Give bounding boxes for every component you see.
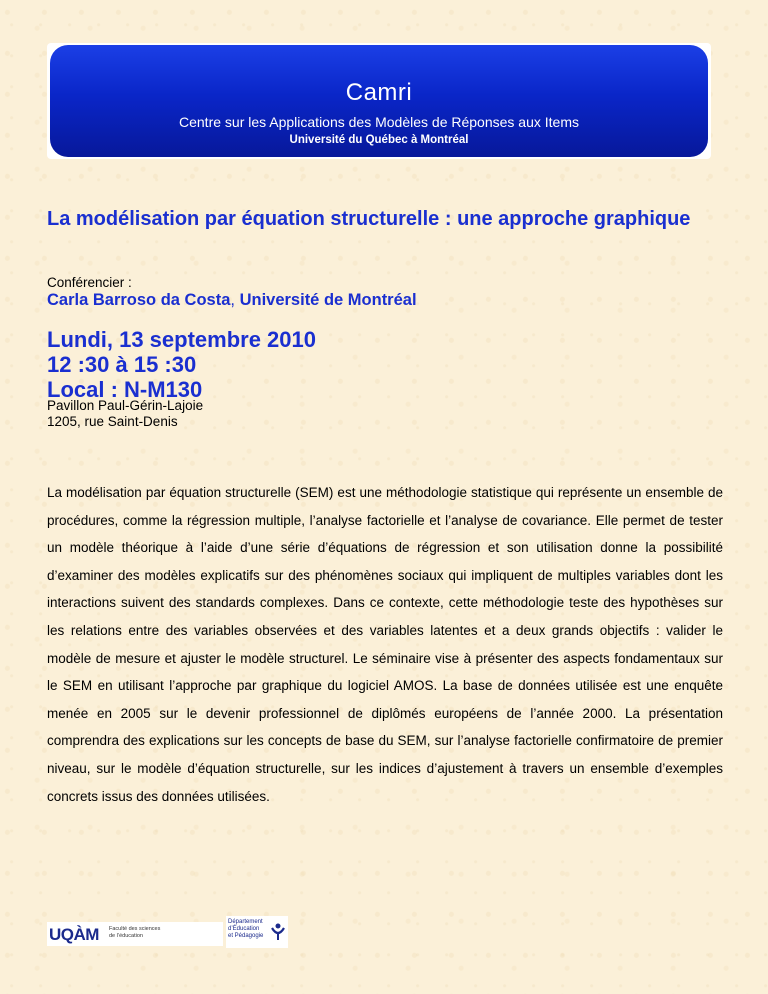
uqam-wordmark: UQÀM bbox=[49, 925, 99, 944]
speaker-affiliation: Université de Montréal bbox=[239, 291, 417, 309]
abstract-paragraph: La modélisation par équation structurelle (SEM) est une méthodologie statistique qui représente un ensemble de procédures, comme la régression multiple, l’analyse factorielle et l’analyse de covariance. Elle permet de tester un modèle théorique à l’aide d’une série d’équations de régression et son utilisation donne la possibilité d’examiner des modèles explicatifs sur des phénomènes sociaux qui impliquent de multiples variables dont les interactions suivent des standards complexes. Dans ce contexte, cette méthodologie teste des hypothèses sur les relations entre des variables observées et des variables latentes et a deux grands objectifs : valider le modèle de mesure et ajuster le modèle structurel. Le séminaire vise à présenter des aspects fondamentaux sur le SEM en utilisant l’approche par graphique du logiciel AMOS. La base de données utilisée est une enquête menée en 2005 sur le devenir professionnel de diplômés européens de l’année 2000. La présentation comprendra des explications sur les concepts de base du SEM, sur l’analyse factorielle confirmatoire de premier niveau, sur le modèle d’équation structurelle, sur les indices d’ajustement à travers un ensemble d’exemples concrets issus des données utilisées. bbox=[47, 485, 723, 804]
building-name: Pavillon Paul-Gérin-Lajoie bbox=[47, 398, 204, 413]
dept-line1: Département bbox=[228, 919, 263, 925]
event-date: Lundi, 13 septembre 2010 bbox=[47, 327, 316, 352]
speaker-name: Carla Barroso da Costa bbox=[47, 291, 231, 309]
uqam-logo bbox=[47, 922, 223, 946]
dept-line3: et Pédagogie bbox=[228, 933, 264, 939]
event-room: Local : N-M130 bbox=[47, 377, 203, 402]
event-time: 12 :30 à 15 :30 bbox=[47, 352, 197, 377]
person-arms-raised-icon bbox=[271, 922, 285, 942]
event-address bbox=[47, 398, 203, 430]
speaker-label: Conférencier : bbox=[47, 275, 132, 290]
banner-title: Camri bbox=[345, 79, 413, 106]
speaker-line bbox=[47, 291, 417, 310]
banner-university: Université du Québec à Montréal bbox=[289, 134, 469, 146]
uqam-faculty bbox=[109, 926, 160, 940]
uqam-faculty-line2: de l’éducation bbox=[109, 933, 143, 939]
uqam-faculty-line1: Faculté des sciences bbox=[109, 926, 161, 932]
street-address: 1205, rue Saint-Denis bbox=[47, 414, 178, 429]
dept-line2: d’Éducation bbox=[228, 926, 260, 932]
department-logo bbox=[226, 916, 288, 948]
banner-subtitle: Centre sur les Applications des Modèles de Réponses aux Items bbox=[179, 114, 579, 130]
event-datetime bbox=[47, 327, 316, 402]
department-text bbox=[228, 919, 263, 940]
talk-title: La modélisation par équation structurelle : une approche graphique bbox=[47, 208, 691, 230]
banner-panel bbox=[50, 45, 708, 157]
header-banner bbox=[47, 43, 711, 159]
speaker-separator: , bbox=[230, 291, 240, 309]
